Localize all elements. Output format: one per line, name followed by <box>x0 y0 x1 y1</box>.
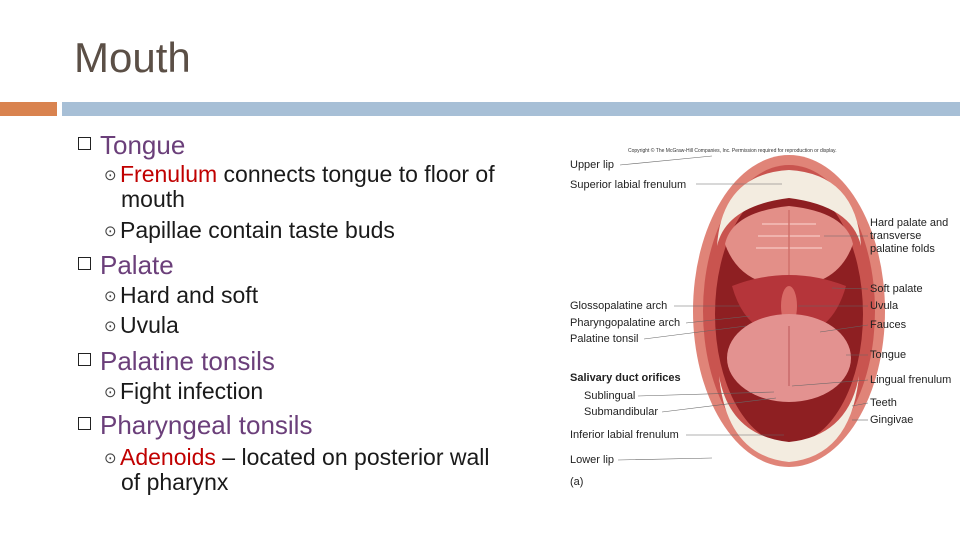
label-hard-palate-line3: palatine folds <box>870 243 935 255</box>
sub-bullet <box>104 313 179 339</box>
label-pharyngopalatine-arch: Pharyngopalatine arch <box>570 317 681 329</box>
label-tongue: Tongue <box>870 349 907 361</box>
sub-bullet-continuation: of pharynx <box>121 469 229 495</box>
accent-bar-blue <box>62 102 960 116</box>
label-salivary-duct-orifices: Salivary duct orifices <box>570 372 681 384</box>
circle-bullet-icon: ⊙ <box>104 384 117 401</box>
label-teeth: Teeth <box>870 397 897 409</box>
label-lower-lip: Lower lip <box>570 454 615 466</box>
circle-bullet-icon: ⊙ <box>104 318 117 335</box>
copyright-text: Copyright © The McGraw-Hill Companies, Inc. Permission required for reproduction or display. <box>628 148 837 154</box>
highlight-term: Frenulum <box>120 161 218 187</box>
label-gingivae: Gingivae <box>870 414 914 426</box>
label-fauces: Fauces <box>870 319 907 331</box>
circle-bullet-icon: ⊙ <box>104 167 117 184</box>
bullet-label: Palate <box>100 250 174 280</box>
sub-bullet <box>104 379 263 405</box>
sub-bullet <box>104 283 258 309</box>
circle-bullet-icon: ⊙ <box>104 223 117 240</box>
panel-label: (a) <box>570 476 584 488</box>
sub-bullet <box>104 162 495 188</box>
mouth-anatomy-figure <box>562 136 960 496</box>
square-bullet-icon <box>78 137 91 150</box>
label-superior-labial-frenulum: Superior labial frenulum <box>570 179 687 191</box>
slide-title: Mouth <box>74 34 191 81</box>
label-sublingual: Sublingual <box>584 390 636 402</box>
label-inferior-labial-frenulum: Inferior labial frenulum <box>570 429 679 441</box>
label-lingual-frenulum: Lingual frenulum <box>870 374 952 386</box>
sub-bullet-text: Fight infection <box>120 378 264 404</box>
circle-bullet-icon: ⊙ <box>104 288 117 305</box>
square-bullet-icon <box>78 257 91 270</box>
sub-bullet-text: Uvula <box>120 312 179 338</box>
sub-bullet <box>104 218 395 244</box>
circle-bullet-icon: ⊙ <box>104 450 117 467</box>
label-hard-palate-line2: transverse <box>870 230 922 242</box>
sub-bullet-text: Hard and soft <box>120 282 259 308</box>
label-hard-palate: Hard palate and <box>870 217 949 229</box>
label-upper-lip: Upper lip <box>570 159 615 171</box>
bullet-label: Tongue <box>100 130 186 160</box>
square-bullet-icon <box>78 417 91 430</box>
sub-bullet-text: connects tongue to floor of <box>217 161 495 187</box>
label-soft-palate: Soft palate <box>870 283 923 295</box>
square-bullet-icon <box>78 353 91 366</box>
highlight-term: Adenoids <box>120 444 216 470</box>
label-uvula: Uvula <box>870 300 899 312</box>
sub-bullet-continuation: mouth <box>121 186 185 212</box>
sub-bullet-text: Papillae contain taste buds <box>120 217 395 243</box>
label-submandibular: Submandibular <box>584 406 658 418</box>
sub-bullet-text: – located on posterior wall <box>215 444 490 470</box>
label-glossopalatine-arch: Glossopalatine arch <box>570 300 668 312</box>
bullet-label: Pharyngeal tonsils <box>100 410 313 440</box>
sub-bullet <box>104 445 490 471</box>
accent-bar-orange <box>0 102 57 116</box>
label-palatine-tonsil: Palatine tonsil <box>570 333 639 345</box>
bullet-label: Palatine tonsils <box>100 346 275 376</box>
